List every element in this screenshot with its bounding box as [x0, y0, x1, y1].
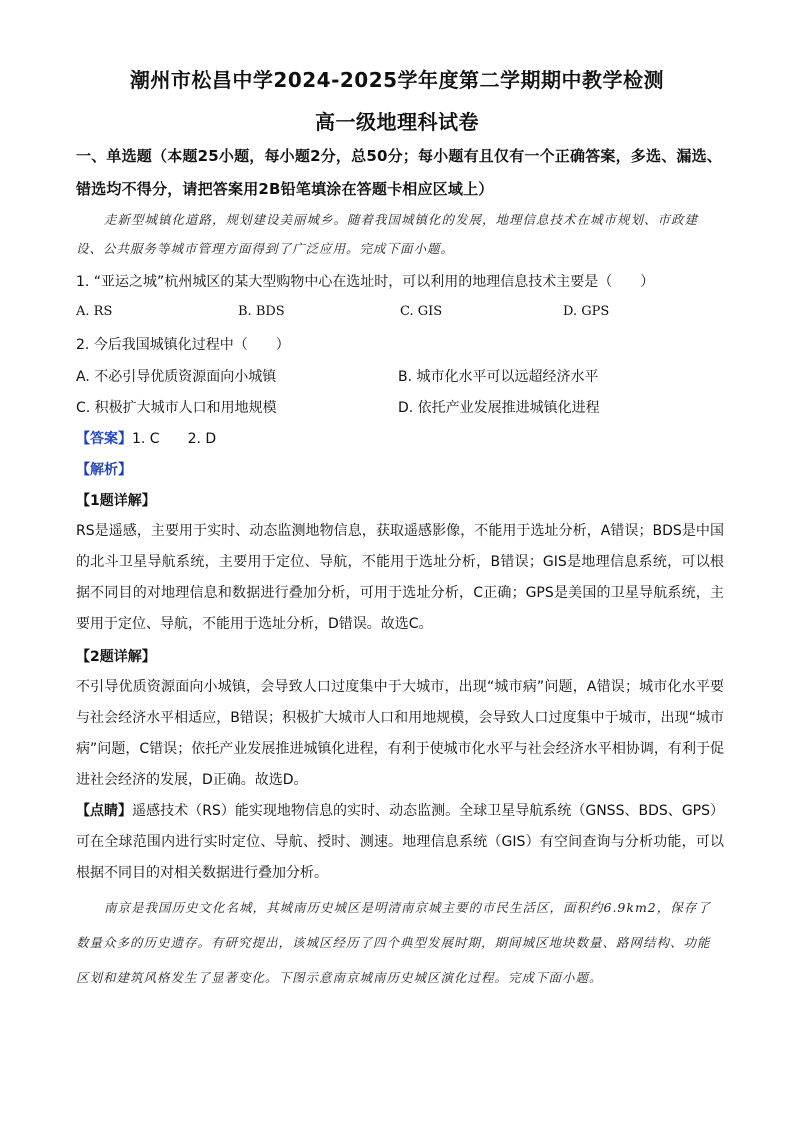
q1-option-b: B. BDS	[238, 304, 285, 319]
exam-title: 潮州市松昌中学2024-2025学年度第二学期期中教学检测	[129, 68, 665, 92]
material-intro-1: 走新型城镇化道路，规划建设美丽城乡。随着我国城镇化的发展，地理信息技术在城市规划、市政建设、公共服务等城市管理方面得到了广泛应用。完成下面小题。	[76, 212, 699, 256]
detail-2-label: 【2题详解】	[76, 649, 156, 665]
material-intro-2: 南京是我国历史文化名城，其城南历史城区是明清南京城主要的市民生活区，面积约6.9km2，保存了数量众多的历史遗存。有研究提出，该城区经历了四个典型发展时期，期间城区地块数量、路网结构、功能区划和建筑风格发生了显著变化。下图示意南京城南历史城区演化过程。完成下面小题。	[76, 900, 711, 985]
q2-option-a: A. 不必引导优质资源面向小城镇	[76, 369, 277, 385]
section-heading: 一、单选题（本题25小题，每小题2分，总50分；每小题有且仅有一个正确答案，多选、漏选、错选均不得分，请把答案用2B铅笔填涂在答题卡相应区域上）	[76, 147, 722, 198]
q1-option-a: A. RS	[76, 304, 113, 319]
q1-option-d: D. GPS	[563, 304, 610, 319]
exam-subtitle: 高一级地理科试卷	[315, 110, 479, 134]
answer-q1: 1. C	[132, 431, 160, 447]
q2-option-d: D. 依托产业发展推进城镇化进程	[398, 400, 600, 416]
q2-option-b: B. 城市化水平可以远超经济水平	[398, 369, 599, 385]
question-1-stem: 1. “亚运之城”杭州城区的某大型购物中心在选址时，可以利用的地理信息技术主要是（ ）	[76, 274, 655, 290]
detail-1-label: 【1题详解】	[76, 493, 156, 509]
detail-2-text: 不引导优质资源面向小城镇，会导致人口过度集中于大城市，出现“城市病”问题，A错误；城市化水平要与社会经济水平相适应，B错误；积极扩大城市人口和用地规模，会导致人口过度集中于城市，出现“城市病”问题，C错误；依托产业发展推进城镇化进程，有利于使城市化水平与社会经济水平相协调，有利于促进社会经济的发展，D正确。故选D。	[76, 679, 724, 788]
tip-text: 遥感技术（RS）能实现地物信息的实时、动态监测。全球卫星导航系统（GNSS、BDS、GPS）可在全球范围内进行实时定位、导航、授时、测速。地理信息系统（GIS）有空间查询与分析功能，可以根据不同目的对相关数据进行叠加分析。	[76, 803, 725, 881]
q2-option-c: C. 积极扩大城市人口和用地规模	[76, 400, 277, 416]
question-2-stem: 2. 今后我国城镇化过程中（ ）	[76, 337, 290, 353]
answer-row	[76, 428, 216, 448]
analysis-label: 【解析】	[76, 462, 132, 478]
tip-label: 【点睛】	[76, 803, 133, 819]
q1-option-c: C. GIS	[400, 304, 443, 319]
answer-label: 【答案】	[76, 431, 132, 447]
tip-paragraph	[76, 796, 724, 889]
detail-1-text: RS是遥感，主要用于实时、动态监测地物信息，获取遥感影像，不能用于选址分析，A错误；BDS是中国的北斗卫星导航系统，主要用于定位、导航，不能用于选址分析，B错误；GIS是地理信息系统，可以根据不同目的对地理信息和数据进行叠加分析，可用于选址分析，C正确；GPS是美国的卫星导航系统，主要用于定位、导航，不能用于选址分析，D错误。故选C。	[76, 523, 724, 632]
answer-q2: 2. D	[187, 431, 217, 447]
